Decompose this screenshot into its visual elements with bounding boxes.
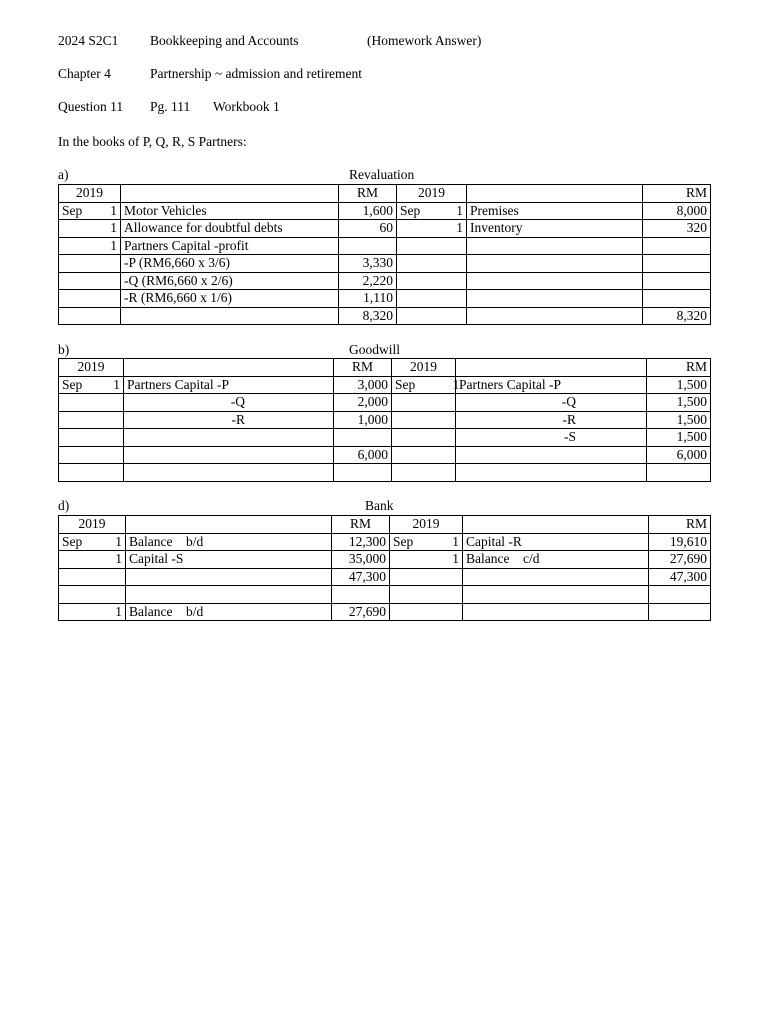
credit-year: 2019 — [392, 359, 456, 377]
debit-day: 1 — [110, 202, 117, 218]
debit-description: -Q (RM6,660 x 2/6) — [121, 272, 339, 290]
debit-amount: 27,690 — [332, 603, 390, 621]
credit-month: Sep — [390, 533, 436, 551]
debit-month: Sep — [62, 533, 83, 549]
debit-date — [59, 446, 124, 464]
bank-title: Bank — [365, 498, 394, 513]
credit-month: Sep — [397, 202, 445, 220]
debit-description: Motor Vehicles — [121, 202, 339, 220]
credit-day — [445, 237, 467, 255]
credit-description — [467, 255, 643, 273]
debit-description: Partners Capital -profit — [121, 237, 339, 255]
debit-date — [59, 272, 121, 290]
debit-day: 1 — [115, 603, 122, 619]
credit-description — [463, 603, 649, 621]
debit-date — [59, 551, 126, 569]
debit-rm-header: RM — [339, 185, 397, 203]
credit-description: Premises — [467, 202, 643, 220]
debit-date — [59, 464, 124, 482]
workbook-ref: Workbook 1 — [213, 99, 280, 114]
credit-description: Inventory — [467, 220, 643, 238]
ledger-row — [59, 290, 711, 308]
debit-rm-header: RM — [332, 516, 390, 534]
chapter-label: Chapter 4 — [58, 66, 111, 81]
debit-description: -Q — [124, 394, 334, 412]
credit-amount — [647, 464, 711, 482]
debit-date — [59, 533, 126, 551]
credit-description — [456, 446, 647, 464]
ledger-row — [59, 376, 711, 394]
credit-month: Sep — [392, 376, 450, 394]
debit-month: Sep — [62, 376, 83, 392]
debit-amount — [334, 429, 392, 447]
ledger-row — [59, 394, 711, 412]
page-ref: Pg. 111 — [150, 99, 191, 114]
credit-description — [463, 586, 649, 604]
credit-amount — [643, 272, 711, 290]
credit-month — [397, 220, 445, 238]
credit-month — [392, 464, 450, 482]
credit-amount — [643, 255, 711, 273]
credit-month — [397, 272, 445, 290]
debit-amount: 2,220 — [339, 272, 397, 290]
credit-description: Capital -R — [463, 533, 649, 551]
credit-rm-header: RM — [649, 516, 711, 534]
credit-year: 2019 — [390, 516, 463, 534]
credit-amount: 1,500 — [647, 394, 711, 412]
debit-amount: 2,000 — [334, 394, 392, 412]
ledger-row — [59, 603, 711, 621]
debit-description — [124, 446, 334, 464]
debit-amount: 6,000 — [334, 446, 392, 464]
credit-day — [436, 586, 463, 604]
debit-rm-header: RM — [334, 359, 392, 377]
debit-description: -R — [124, 411, 334, 429]
credit-day — [436, 568, 463, 586]
debit-date — [59, 220, 121, 238]
debit-date — [59, 394, 124, 412]
credit-day — [445, 290, 467, 308]
intro-text: In the books of P, Q, R, S Partners: — [58, 134, 247, 149]
debit-date — [59, 586, 126, 604]
debit-date — [59, 429, 124, 447]
credit-description — [467, 272, 643, 290]
credit-month — [390, 551, 436, 569]
credit-desc-header — [456, 359, 647, 377]
credit-description — [456, 464, 647, 482]
credit-month — [397, 290, 445, 308]
bank-ledger — [58, 515, 711, 621]
credit-day: 1 — [450, 376, 456, 394]
debit-desc-header — [121, 185, 339, 203]
ledger-row — [59, 411, 711, 429]
credit-desc-header — [463, 516, 649, 534]
ledger-row — [59, 551, 711, 569]
credit-desc-header — [467, 185, 643, 203]
credit-description: -R — [456, 411, 647, 429]
debit-amount: 3,330 — [339, 255, 397, 273]
part-label-d: d) — [58, 498, 70, 513]
debit-desc-header — [126, 516, 332, 534]
credit-month — [397, 255, 445, 273]
ledger-row — [59, 533, 711, 551]
credit-amount: 8,000 — [643, 202, 711, 220]
credit-amount: 1,500 — [647, 376, 711, 394]
credit-month — [390, 603, 436, 621]
debit-date — [59, 202, 121, 220]
debit-description: Partners Capital -P — [124, 376, 334, 394]
ledger-row — [59, 237, 711, 255]
debit-description: -R (RM6,660 x 1/6) — [121, 290, 339, 308]
course-code: 2024 S2C1 — [58, 33, 119, 48]
credit-amount — [649, 603, 711, 621]
debit-date — [59, 237, 121, 255]
credit-month — [392, 411, 450, 429]
debit-description — [124, 464, 334, 482]
question-number: Question 11 — [58, 99, 124, 114]
credit-description — [467, 290, 643, 308]
ledger-header-row — [59, 359, 711, 377]
credit-day: 1 — [436, 533, 463, 551]
ledger-header-row — [59, 516, 711, 534]
debit-date — [59, 307, 121, 325]
debit-amount: 1,110 — [339, 290, 397, 308]
credit-day: 1 — [445, 202, 467, 220]
credit-description — [463, 568, 649, 586]
ledger-row — [59, 255, 711, 273]
credit-amount: 6,000 — [647, 446, 711, 464]
revaluation-ledger — [58, 184, 711, 325]
debit-amount: 1,000 — [334, 411, 392, 429]
debit-date — [59, 255, 121, 273]
debit-amount: 8,320 — [339, 307, 397, 325]
credit-amount: 320 — [643, 220, 711, 238]
ledger-row — [59, 568, 711, 586]
debit-amount: 3,000 — [334, 376, 392, 394]
credit-day: 1 — [436, 551, 463, 569]
debit-day: 1 — [115, 551, 122, 567]
revaluation-title: Revaluation — [349, 167, 415, 182]
credit-month — [390, 568, 436, 586]
subject-title: Bookkeeping and Accounts — [150, 33, 299, 48]
credit-month — [397, 307, 445, 325]
credit-description: Partners Capital -P — [456, 376, 647, 394]
credit-day — [445, 255, 467, 273]
debit-day: 1 — [113, 376, 120, 392]
credit-amount: 47,300 — [649, 568, 711, 586]
credit-month — [392, 446, 450, 464]
debit-amount: 47,300 — [332, 568, 390, 586]
credit-month — [397, 237, 445, 255]
debit-amount: 35,000 — [332, 551, 390, 569]
debit-description: Balance b/d — [126, 533, 332, 551]
ledger-row — [59, 429, 711, 447]
credit-amount: 1,500 — [647, 429, 711, 447]
debit-description — [126, 568, 332, 586]
ledger-row — [59, 307, 711, 325]
goodwill-ledger — [58, 358, 711, 482]
credit-description: -Q — [456, 394, 647, 412]
debit-description: Balance b/d — [126, 603, 332, 621]
debit-year: 2019 — [59, 185, 121, 203]
credit-year: 2019 — [397, 185, 467, 203]
credit-day — [445, 307, 467, 325]
ledger-row — [59, 272, 711, 290]
credit-month — [390, 586, 436, 604]
goodwill-title: Goodwill — [349, 342, 401, 357]
ledger-row — [59, 220, 711, 238]
debit-amount — [339, 237, 397, 255]
debit-desc-header — [124, 359, 334, 377]
part-label-b: b) — [58, 342, 70, 357]
debit-date — [59, 290, 121, 308]
debit-amount: 60 — [339, 220, 397, 238]
debit-day: 1 — [110, 237, 117, 253]
debit-amount — [334, 464, 392, 482]
debit-date — [59, 568, 126, 586]
credit-description — [467, 307, 643, 325]
debit-day: 1 — [115, 533, 122, 549]
credit-description: Balance c/d — [463, 551, 649, 569]
debit-day: 1 — [110, 220, 117, 236]
debit-year: 2019 — [59, 516, 126, 534]
credit-amount — [643, 237, 711, 255]
debit-date — [59, 603, 126, 621]
ledger-row — [59, 464, 711, 482]
credit-amount — [643, 290, 711, 308]
debit-month: Sep — [62, 202, 83, 218]
credit-amount: 19,610 — [649, 533, 711, 551]
credit-amount: 27,690 — [649, 551, 711, 569]
debit-year: 2019 — [59, 359, 124, 377]
debit-description — [121, 307, 339, 325]
debit-amount: 12,300 — [332, 533, 390, 551]
credit-description — [467, 237, 643, 255]
ledger-row — [59, 446, 711, 464]
credit-rm-header: RM — [647, 359, 711, 377]
debit-date — [59, 411, 124, 429]
credit-month — [392, 429, 450, 447]
credit-month — [392, 394, 450, 412]
debit-description: Capital -S — [126, 551, 332, 569]
debit-date — [59, 376, 124, 394]
ledger-header-row — [59, 185, 711, 203]
credit-day — [436, 603, 463, 621]
ledger-row — [59, 586, 711, 604]
part-label-a: a) — [58, 167, 69, 182]
ledger-row — [59, 202, 711, 220]
doc-type: (Homework Answer) — [367, 33, 482, 48]
credit-amount: 1,500 — [647, 411, 711, 429]
chapter-title: Partnership ~ admission and retirement — [150, 66, 363, 81]
debit-description — [126, 586, 332, 604]
debit-amount: 1,600 — [339, 202, 397, 220]
credit-amount — [649, 586, 711, 604]
credit-day — [445, 272, 467, 290]
debit-description: -P (RM6,660 x 3/6) — [121, 255, 339, 273]
credit-amount: 8,320 — [643, 307, 711, 325]
debit-description — [124, 429, 334, 447]
debit-amount — [332, 586, 390, 604]
debit-description: Allowance for doubtful debts — [121, 220, 339, 238]
credit-description: -S — [456, 429, 647, 447]
credit-rm-header: RM — [643, 185, 711, 203]
credit-day: 1 — [445, 220, 467, 238]
